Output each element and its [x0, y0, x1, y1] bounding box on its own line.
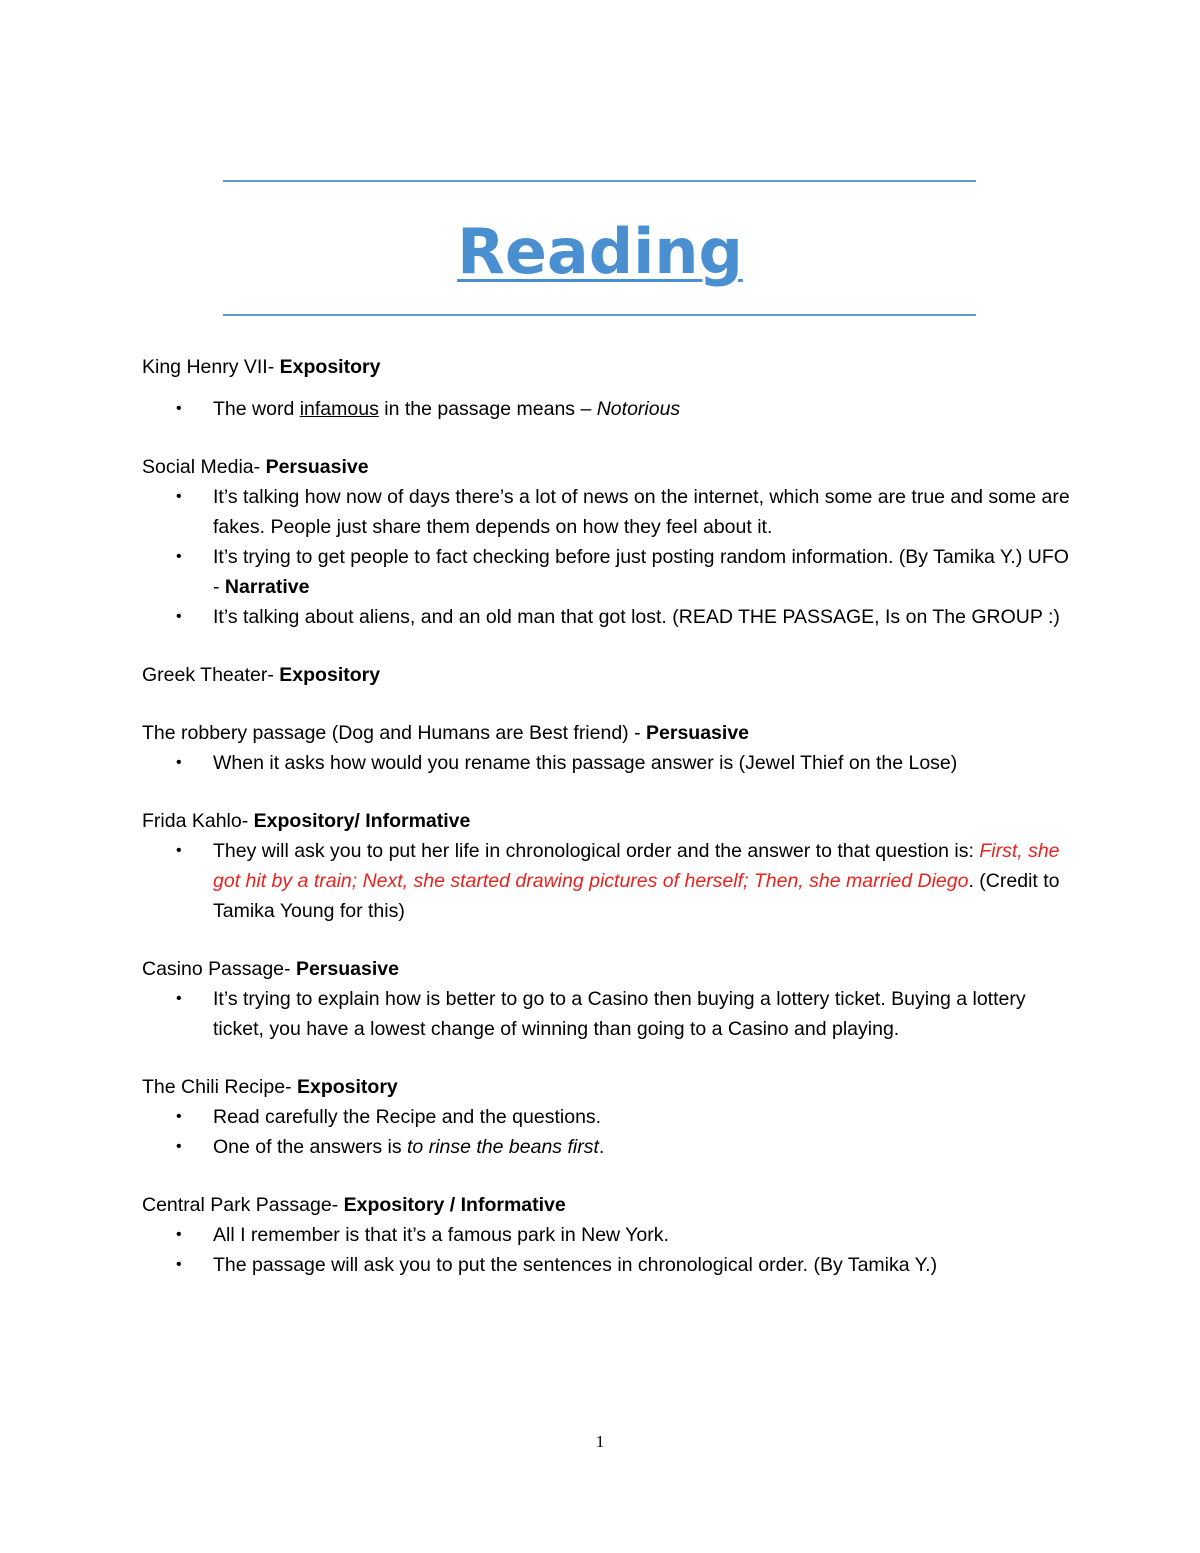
list-item: • All I remember is that it’s a famous park in New York. [142, 1220, 1072, 1250]
list-item: • It’s trying to explain how is better to go to a Casino then buying a lottery ticket. Buying a lottery ticket, you have a lowest change of winning than going to a Casino and playing. [142, 984, 1072, 1044]
list-item: • The word infamous in the passage means – Notorious [142, 394, 1072, 424]
bullet-icon: • [176, 488, 182, 505]
bullet-icon: • [176, 608, 182, 625]
social-media-bullets [142, 482, 1072, 632]
list-item: • Read carefully the Recipe and the questions. [142, 1102, 1072, 1132]
section-heading-frida-kahlo: Frida Kahlo- Expository/ Informative [142, 810, 471, 832]
king-henry-bullets [142, 394, 1072, 424]
separator: - [267, 356, 280, 378]
list-item: • It’s talking how now of days there’s a lot of news on the internet, which some are true and some are fakes. People just share them depends on how they feel about it. [142, 482, 1072, 542]
list-item: • They will ask you to put her life in chronological order and the answer to that question is: First, she got hit by a train; Next, she started drawing pictures of herself; Then, she married Diego. (Credit to Tamika Young for this) [142, 836, 1072, 926]
bullet-icon: • [176, 1108, 182, 1125]
bullet-icon: • [176, 1256, 182, 1273]
title-bottom-rule [223, 314, 976, 316]
italic-answer: Notorious [596, 398, 681, 420]
bullet-icon: • [176, 842, 182, 859]
section-heading-greek-theater: Greek Theater- Expository [142, 664, 381, 686]
red-answer: First, she got hit by a train; Next, she started drawing pictures of herself; Then, she married Diego [213, 840, 1060, 892]
underlined-word: infamous [299, 398, 379, 420]
section-heading-king-henry [142, 352, 1072, 382]
bullet-icon: • [176, 400, 182, 417]
list-item: • One of the answers is to rinse the beans first. [142, 1132, 1072, 1162]
section-name: King Henry VII [142, 356, 268, 378]
list-item: • It’s trying to get people to fact checking before just posting random information. (By Tamika Y.) UFO - Narrative [142, 542, 1072, 602]
casino-bullets [142, 984, 1072, 1044]
central-park-bullets [142, 1220, 1072, 1280]
section-heading-central-park: Central Park Passage- Expository / Informative [142, 1194, 566, 1216]
section-heading-chili-recipe: The Chili Recipe- Expository [142, 1076, 398, 1098]
section-heading-robbery: The robbery passage (Dog and Humans are Best friend) - Persuasive [142, 722, 750, 744]
list-item: • When it asks how would you rename this passage answer is (Jewel Thief on the Lose) [142, 748, 1072, 778]
bullet-icon: • [176, 548, 182, 565]
section-type: Expository [279, 356, 381, 378]
bullet-icon: • [176, 1226, 182, 1243]
list-item: • The passage will ask you to put the sentences in chronological order. (By Tamika Y.) [142, 1250, 1072, 1280]
frida-bullets [142, 836, 1072, 926]
list-item: • It’s talking about aliens, and an old man that got lost. (READ THE PASSAGE, Is on The GROUP :) [142, 602, 1072, 632]
section-heading-casino: Casino Passage- Persuasive [142, 958, 399, 980]
chili-bullets [142, 1102, 1072, 1162]
bullet-icon: • [176, 1138, 182, 1155]
bullet-icon: • [176, 754, 182, 771]
section-heading-social-media: Social Media- Persuasive [142, 456, 369, 478]
robbery-bullets [142, 748, 1072, 778]
page-title: Reading [457, 215, 743, 288]
bullet-icon: • [176, 990, 182, 1007]
document-body [142, 352, 1072, 1280]
title-top-rule [223, 180, 976, 182]
page-number: 1 [595, 1432, 605, 1451]
